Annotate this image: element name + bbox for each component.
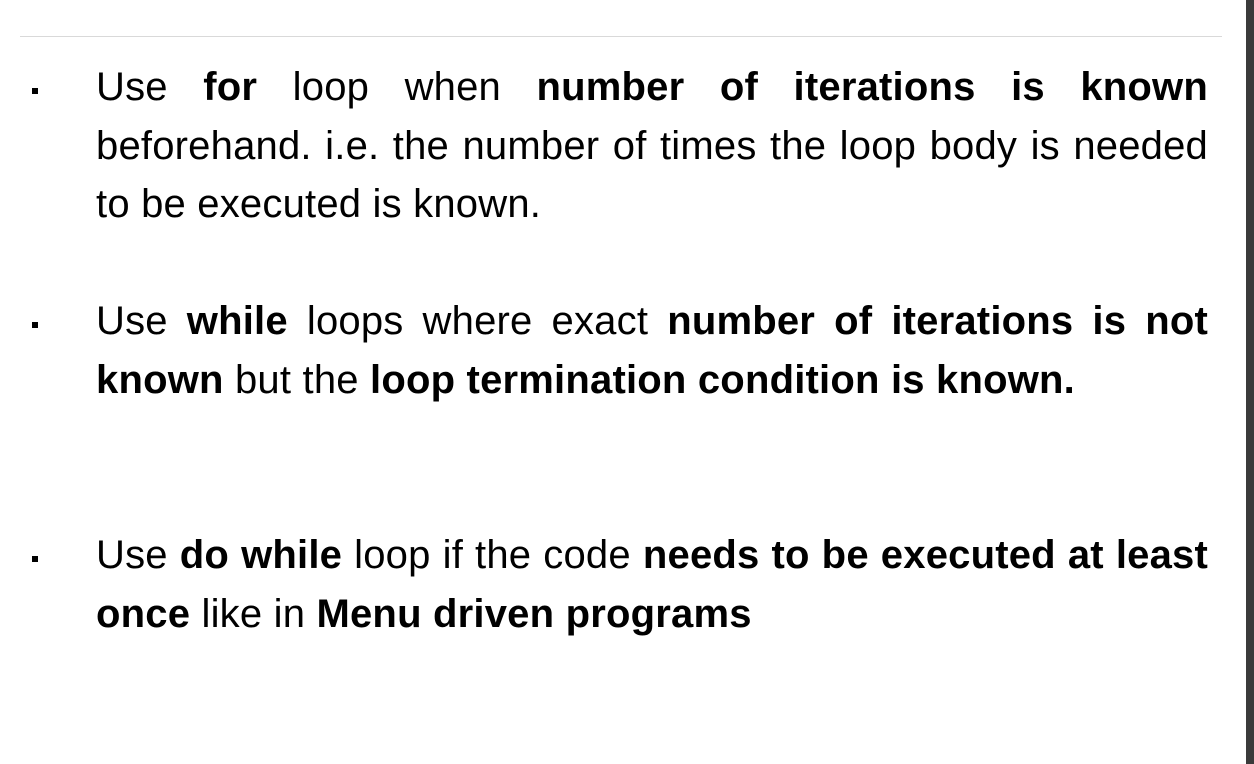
text-segment-bold: needs to be executed at least once (96, 533, 1209, 636)
text-segment: loop if the code (342, 533, 643, 577)
text-segment-bold: Menu driven programs (316, 591, 752, 636)
text-segment: loop when (257, 65, 537, 109)
text-segment: Use (96, 299, 187, 343)
text-segment-bold: while (186, 299, 288, 343)
text-segment: beforehand. i.e. the number of times the loop body is needed to be executed is known. (96, 123, 1208, 226)
text-segment-bold: do while (179, 533, 343, 577)
text-segment: Use (96, 533, 180, 577)
bullet-marker-icon (32, 322, 38, 328)
text-segment-bold: number of iterations is known (536, 65, 1209, 109)
text-segment-bold: loop termination condition is known. (370, 357, 1075, 402)
window-right-edge (1246, 0, 1254, 764)
text-segment-bold: for (203, 65, 258, 109)
text-segment-bold: number of iterations is not known (96, 299, 1208, 402)
text-segment: Use (96, 65, 204, 109)
bullet-text (96, 292, 1208, 409)
top-divider (20, 36, 1222, 37)
bullet-text (96, 526, 1208, 643)
bullet-text (96, 58, 1208, 234)
text-segment: but the (223, 357, 371, 402)
text-segment: loops where exact (287, 299, 668, 343)
bullet-marker-icon (32, 88, 38, 94)
text-segment: like in (190, 591, 317, 636)
bullet-marker-icon (32, 556, 38, 562)
